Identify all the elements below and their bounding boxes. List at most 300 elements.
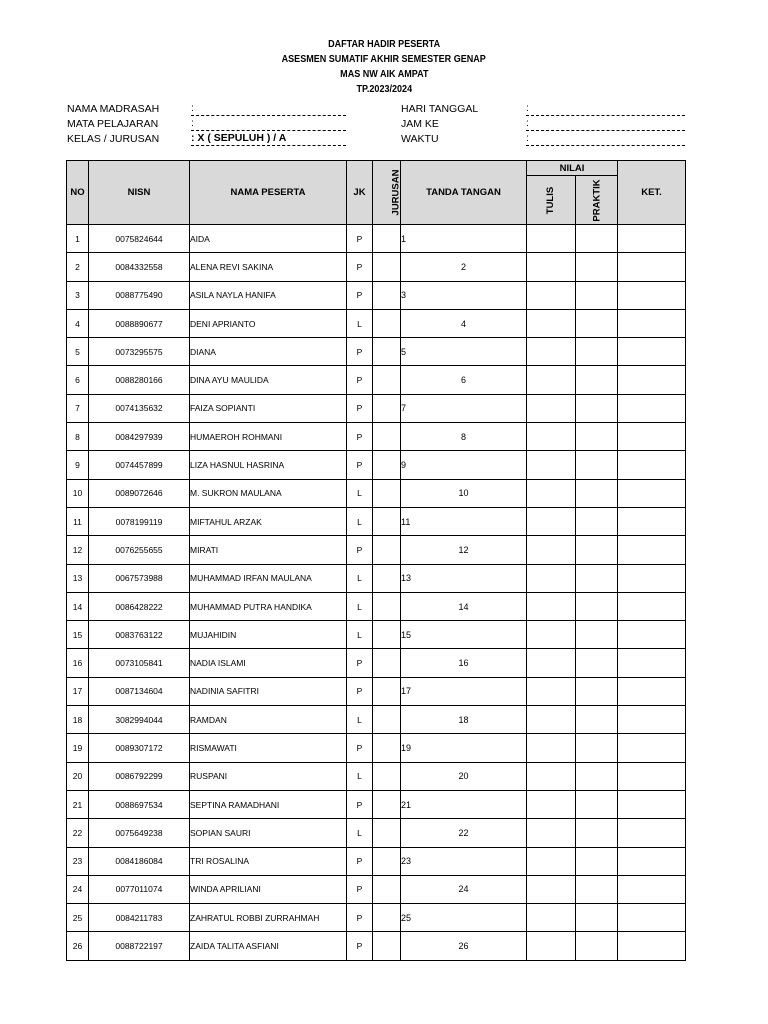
row-jurusan	[373, 875, 401, 903]
info-value: : X ( SEPULUH ) / A	[191, 132, 346, 146]
row-no: 2	[67, 253, 89, 281]
row-ket[interactable]	[618, 536, 686, 564]
row-no: 19	[67, 734, 89, 762]
row-jurusan	[373, 847, 401, 875]
table-row	[67, 536, 686, 564]
info-value: :	[526, 102, 685, 116]
row-nama: ZAIDA TALITA ASFIANI	[190, 932, 347, 960]
row-nilai-praktik[interactable]	[576, 904, 618, 932]
row-nilai-praktik[interactable]	[576, 423, 618, 451]
row-jk: L	[347, 479, 373, 507]
title-line-3: MAS NW AIK AMPAT	[339, 68, 429, 80]
row-jurusan	[373, 253, 401, 281]
row-nisn: 0075649238	[89, 819, 190, 847]
row-jk: P	[347, 847, 373, 875]
row-nilai-praktik[interactable]	[576, 790, 618, 818]
row-signature[interactable]: 20	[401, 762, 527, 790]
row-nilai-tulis[interactable]	[527, 677, 576, 705]
row-ket[interactable]	[618, 904, 686, 932]
table-row	[67, 621, 686, 649]
row-nama: FAIZA SOPIANTI	[190, 394, 347, 422]
row-jurusan	[373, 536, 401, 564]
row-nilai-praktik[interactable]	[576, 394, 618, 422]
col-header-no: NO	[67, 161, 89, 225]
row-jk: P	[347, 253, 373, 281]
row-no: 25	[67, 904, 89, 932]
row-nilai-praktik[interactable]	[576, 592, 618, 620]
row-jk: P	[347, 536, 373, 564]
row-ket[interactable]	[618, 819, 686, 847]
row-no: 3	[67, 281, 89, 309]
row-jurusan	[373, 649, 401, 677]
table-row	[67, 253, 686, 281]
row-jurusan	[373, 366, 401, 394]
row-nama: RISMAWATI	[190, 734, 347, 762]
row-jurusan	[373, 904, 401, 932]
row-nilai-tulis[interactable]	[527, 225, 576, 253]
row-signature[interactable]: 8	[401, 423, 527, 451]
row-signature[interactable]: 3	[401, 281, 527, 309]
row-no: 10	[67, 479, 89, 507]
row-jk: L	[347, 762, 373, 790]
col-header-nilai: NILAI	[527, 161, 618, 176]
row-no: 12	[67, 536, 89, 564]
row-no: 5	[67, 338, 89, 366]
info-right	[401, 102, 686, 147]
title-line-1: DAFTAR HADIR PESERTA	[327, 38, 441, 50]
row-nilai-tulis[interactable]	[527, 536, 576, 564]
info-label: NAMA MADRASAH	[67, 103, 160, 115]
row-nilai-praktik[interactable]	[576, 536, 618, 564]
row-nama: WINDA APRILIANI	[190, 875, 347, 903]
row-no: 21	[67, 790, 89, 818]
row-jurusan	[373, 479, 401, 507]
row-jk: P	[347, 932, 373, 960]
row-no: 14	[67, 592, 89, 620]
row-nisn: 0088722197	[89, 932, 190, 960]
row-nilai-tulis[interactable]	[527, 423, 576, 451]
row-nilai-praktik[interactable]	[576, 932, 618, 960]
row-signature[interactable]: 1	[401, 225, 527, 253]
row-jurusan	[373, 564, 401, 592]
row-jk: P	[347, 281, 373, 309]
row-nilai-praktik[interactable]	[576, 706, 618, 734]
row-nama: MIRATI	[190, 536, 347, 564]
row-nilai-tulis[interactable]	[527, 451, 576, 479]
table-row	[67, 309, 686, 337]
info-label: WAKTU	[401, 133, 439, 145]
row-jk: L	[347, 819, 373, 847]
col-header-jk: JK	[347, 161, 373, 225]
info-value: :	[191, 117, 346, 131]
row-no: 11	[67, 507, 89, 535]
row-nilai-praktik[interactable]	[576, 253, 618, 281]
row-nilai-tulis[interactable]	[527, 875, 576, 903]
row-nilai-praktik[interactable]	[576, 281, 618, 309]
row-nilai-tulis[interactable]	[527, 479, 576, 507]
info-kelas-jurusan	[67, 132, 352, 147]
table-row	[67, 423, 686, 451]
row-signature[interactable]: 24	[401, 875, 527, 903]
row-nama: NADIA ISLAMI	[190, 649, 347, 677]
row-nilai-praktik[interactable]	[576, 309, 618, 337]
row-jurusan	[373, 706, 401, 734]
row-nisn: 0088697534	[89, 790, 190, 818]
row-no: 17	[67, 677, 89, 705]
row-nama: HUMAEROH ROHMANI	[190, 423, 347, 451]
row-ket[interactable]	[618, 479, 686, 507]
row-signature[interactable]: 12	[401, 536, 527, 564]
row-signature[interactable]: 18	[401, 706, 527, 734]
row-no: 8	[67, 423, 89, 451]
row-nisn: 0088775490	[89, 281, 190, 309]
info-value: :	[526, 117, 685, 131]
row-nilai-tulis[interactable]	[527, 394, 576, 422]
row-nama: RAMDAN	[190, 706, 347, 734]
row-ket[interactable]	[618, 507, 686, 535]
row-nilai-tulis[interactable]	[527, 790, 576, 818]
row-no: 15	[67, 621, 89, 649]
row-nama: RUSPANI	[190, 762, 347, 790]
row-jk: P	[347, 734, 373, 762]
row-jk: L	[347, 706, 373, 734]
row-ket[interactable]	[618, 309, 686, 337]
table-row	[67, 904, 686, 932]
row-nama: MUHAMMAD PUTRA HANDIKA	[190, 592, 347, 620]
row-nisn: 0084332558	[89, 253, 190, 281]
row-nisn: 0076255655	[89, 536, 190, 564]
row-jk: P	[347, 423, 373, 451]
row-no: 20	[67, 762, 89, 790]
row-nama: ZAHRATUL ROBBI ZURRAHMAH	[190, 904, 347, 932]
row-jurusan	[373, 394, 401, 422]
row-nama: ASILA NAYLA HANIFA	[190, 281, 347, 309]
row-nilai-tulis[interactable]	[527, 564, 576, 592]
row-signature[interactable]: 17	[401, 677, 527, 705]
row-ket[interactable]	[618, 253, 686, 281]
row-jurusan	[373, 281, 401, 309]
row-no: 4	[67, 309, 89, 337]
row-no: 23	[67, 847, 89, 875]
table-row	[67, 281, 686, 309]
row-nilai-praktik[interactable]	[576, 366, 618, 394]
row-nilai-praktik[interactable]	[576, 819, 618, 847]
row-nilai-praktik[interactable]	[576, 847, 618, 875]
row-nisn: 0074457899	[89, 451, 190, 479]
table-row	[67, 706, 686, 734]
row-nilai-praktik[interactable]	[576, 875, 618, 903]
row-no: 6	[67, 366, 89, 394]
row-nilai-praktik[interactable]	[576, 451, 618, 479]
row-no: 16	[67, 649, 89, 677]
row-nisn: 0074135632	[89, 394, 190, 422]
row-signature[interactable]: 11	[401, 507, 527, 535]
row-nama: DINA AYU MAULIDA	[190, 366, 347, 394]
row-ket[interactable]	[618, 564, 686, 592]
row-signature[interactable]: 19	[401, 734, 527, 762]
row-signature[interactable]: 25	[401, 904, 527, 932]
row-nama: SEPTINA RAMADHANI	[190, 790, 347, 818]
row-ket[interactable]	[618, 366, 686, 394]
row-signature[interactable]: 22	[401, 819, 527, 847]
row-no: 9	[67, 451, 89, 479]
row-jurusan	[373, 932, 401, 960]
row-nilai-tulis[interactable]	[527, 904, 576, 932]
table-row	[67, 366, 686, 394]
row-signature[interactable]: 16	[401, 649, 527, 677]
row-jk: L	[347, 592, 373, 620]
row-nilai-tulis[interactable]	[527, 507, 576, 535]
col-header-ket: KET.	[618, 161, 686, 225]
row-nilai-praktik[interactable]	[576, 338, 618, 366]
row-jurusan	[373, 451, 401, 479]
row-jk: P	[347, 394, 373, 422]
info-label: JAM KE	[401, 118, 439, 130]
info-nama-madrasah	[67, 102, 352, 117]
row-no: 26	[67, 932, 89, 960]
row-nilai-tulis[interactable]	[527, 592, 576, 620]
row-no: 22	[67, 819, 89, 847]
row-signature[interactable]: 21	[401, 790, 527, 818]
table-row	[67, 338, 686, 366]
row-signature[interactable]: 6	[401, 366, 527, 394]
row-ket[interactable]	[618, 847, 686, 875]
row-nilai-praktik[interactable]	[576, 479, 618, 507]
row-nama: M. SUKRON MAULANA	[190, 479, 347, 507]
row-nama: DIANA	[190, 338, 347, 366]
row-nama: DENI APRIANTO	[190, 309, 347, 337]
info-left	[67, 102, 352, 147]
row-nisn: 0086428222	[89, 592, 190, 620]
row-jk: L	[347, 621, 373, 649]
info-label: MATA PELAJARAN	[67, 118, 159, 130]
row-nilai-praktik[interactable]	[576, 649, 618, 677]
row-nilai-tulis[interactable]	[527, 338, 576, 366]
row-nama: AIDA	[190, 225, 347, 253]
row-ket[interactable]	[618, 932, 686, 960]
table-row	[67, 225, 686, 253]
row-nilai-praktik[interactable]	[576, 225, 618, 253]
row-nisn: 0073105841	[89, 649, 190, 677]
row-nisn: 3082994044	[89, 706, 190, 734]
row-ket[interactable]	[618, 621, 686, 649]
row-signature[interactable]: 10	[401, 479, 527, 507]
row-jurusan	[373, 309, 401, 337]
table-row	[67, 762, 686, 790]
row-nisn: 0067573988	[89, 564, 190, 592]
info-jam-ke	[401, 117, 686, 132]
row-ket[interactable]	[618, 394, 686, 422]
table-row	[67, 649, 686, 677]
row-nilai-tulis[interactable]	[527, 253, 576, 281]
row-jurusan	[373, 338, 401, 366]
col-header-jurusan	[373, 161, 401, 225]
row-signature[interactable]: 13	[401, 564, 527, 592]
row-ket[interactable]	[618, 649, 686, 677]
row-nilai-tulis[interactable]	[527, 281, 576, 309]
row-jk: P	[347, 904, 373, 932]
table-row	[67, 819, 686, 847]
row-nama: MUJAHIDIN	[190, 621, 347, 649]
row-ket[interactable]	[618, 875, 686, 903]
row-ket[interactable]	[618, 790, 686, 818]
table-row	[67, 847, 686, 875]
table-row	[67, 875, 686, 903]
row-jurusan	[373, 423, 401, 451]
col-header-tulis	[527, 176, 576, 225]
praktik-label: PRAKTIK	[591, 178, 603, 222]
col-header-praktik	[576, 176, 618, 225]
row-jk: P	[347, 649, 373, 677]
row-jurusan	[373, 677, 401, 705]
row-signature[interactable]: 14	[401, 592, 527, 620]
table-row	[67, 592, 686, 620]
row-ket[interactable]	[618, 677, 686, 705]
row-jurusan	[373, 762, 401, 790]
tulis-label: TULIS	[545, 186, 557, 214]
info-label: KELAS / JURUSAN	[67, 133, 160, 145]
row-nama: LIZA HASNUL HASRINA	[190, 451, 347, 479]
info-mata-pelajaran	[67, 117, 352, 132]
row-nisn: 0077011074	[89, 875, 190, 903]
row-nilai-praktik[interactable]	[576, 507, 618, 535]
row-nama: SOPIAN SAURI	[190, 819, 347, 847]
table-row	[67, 451, 686, 479]
title-line-4: TP.2023/2024	[356, 83, 412, 95]
row-nama: ALENA REVI SAKINA	[190, 253, 347, 281]
table-row	[67, 932, 686, 960]
row-nisn: 0086792299	[89, 762, 190, 790]
row-no: 13	[67, 564, 89, 592]
row-nilai-praktik[interactable]	[576, 564, 618, 592]
row-jk: P	[347, 225, 373, 253]
row-nisn: 0084211783	[89, 904, 190, 932]
jurusan-label: JURUSAN	[390, 169, 402, 216]
document-header	[0, 37, 768, 97]
row-nilai-tulis[interactable]	[527, 932, 576, 960]
row-jurusan	[373, 819, 401, 847]
row-jk: P	[347, 338, 373, 366]
row-ket[interactable]	[618, 423, 686, 451]
table-row	[67, 507, 686, 535]
row-signature[interactable]: 15	[401, 621, 527, 649]
row-nilai-tulis[interactable]	[527, 762, 576, 790]
row-nisn: 0073295575	[89, 338, 190, 366]
row-nama: MUHAMMAD IRFAN MAULANA	[190, 564, 347, 592]
col-header-nama: NAMA PESERTA	[190, 161, 347, 225]
table-row	[67, 734, 686, 762]
row-nilai-tulis[interactable]	[527, 847, 576, 875]
row-nisn: 0087134604	[89, 677, 190, 705]
row-nisn: 0075824644	[89, 225, 190, 253]
row-jk: P	[347, 677, 373, 705]
row-nilai-tulis[interactable]	[527, 621, 576, 649]
row-ket[interactable]	[618, 706, 686, 734]
table-row	[67, 790, 686, 818]
row-ket[interactable]	[618, 225, 686, 253]
table-row	[67, 564, 686, 592]
row-nisn: 0088890677	[89, 309, 190, 337]
row-signature[interactable]: 5	[401, 338, 527, 366]
row-nilai-tulis[interactable]	[527, 819, 576, 847]
row-nisn: 0084297939	[89, 423, 190, 451]
row-nilai-tulis[interactable]	[527, 706, 576, 734]
row-nisn: 0084186084	[89, 847, 190, 875]
info-label: HARI TANGGAL	[401, 103, 479, 115]
row-nilai-tulis[interactable]	[527, 649, 576, 677]
table-row	[67, 394, 686, 422]
row-no: 1	[67, 225, 89, 253]
row-ket[interactable]	[618, 451, 686, 479]
row-no: 18	[67, 706, 89, 734]
table-row	[67, 479, 686, 507]
row-no: 24	[67, 875, 89, 903]
col-header-tanda-tangan: TANDA TANGAN	[401, 161, 527, 225]
row-jurusan	[373, 507, 401, 535]
row-signature[interactable]: 23	[401, 847, 527, 875]
row-ket[interactable]	[618, 734, 686, 762]
row-nilai-praktik[interactable]	[576, 621, 618, 649]
row-signature[interactable]: 4	[401, 309, 527, 337]
row-ket[interactable]	[618, 592, 686, 620]
title-line-2: ASESMEN SUMATIF AKHIR SEMESTER GENAP	[281, 53, 487, 65]
row-nilai-tulis[interactable]	[527, 734, 576, 762]
row-nama: TRI ROSALINA	[190, 847, 347, 875]
row-nilai-praktik[interactable]	[576, 762, 618, 790]
row-ket[interactable]	[618, 338, 686, 366]
row-signature[interactable]: 9	[401, 451, 527, 479]
row-nisn: 0078199119	[89, 507, 190, 535]
row-nama: MIFTAHUL ARZAK	[190, 507, 347, 535]
table-row	[67, 677, 686, 705]
row-nisn: 0089072646	[89, 479, 190, 507]
row-nisn: 0088280166	[89, 366, 190, 394]
info-hari-tanggal	[401, 102, 686, 117]
row-ket[interactable]	[618, 281, 686, 309]
row-nisn: 0089307172	[89, 734, 190, 762]
row-jurusan	[373, 734, 401, 762]
row-jk: L	[347, 309, 373, 337]
info-value: :	[526, 132, 685, 146]
row-jurusan	[373, 592, 401, 620]
row-jurusan	[373, 621, 401, 649]
row-nilai-praktik[interactable]	[576, 677, 618, 705]
row-no: 7	[67, 394, 89, 422]
attendance-table	[66, 160, 686, 961]
table-body	[67, 225, 686, 961]
row-nilai-praktik[interactable]	[576, 734, 618, 762]
row-jk: L	[347, 507, 373, 535]
col-header-nisn: NISN	[89, 161, 190, 225]
row-ket[interactable]	[618, 762, 686, 790]
info-waktu	[401, 132, 686, 147]
row-nilai-tulis[interactable]	[527, 309, 576, 337]
row-jurusan	[373, 790, 401, 818]
row-jk: P	[347, 451, 373, 479]
row-signature[interactable]: 26	[401, 932, 527, 960]
row-jk: P	[347, 875, 373, 903]
row-nisn: 0083763122	[89, 621, 190, 649]
row-nilai-tulis[interactable]	[527, 366, 576, 394]
row-signature[interactable]: 7	[401, 394, 527, 422]
row-nama: NADINIA SAFITRI	[190, 677, 347, 705]
row-jk: P	[347, 790, 373, 818]
info-value: :	[191, 102, 346, 116]
row-signature[interactable]: 2	[401, 253, 527, 281]
row-jk: L	[347, 564, 373, 592]
row-jurusan	[373, 225, 401, 253]
row-jk: P	[347, 366, 373, 394]
